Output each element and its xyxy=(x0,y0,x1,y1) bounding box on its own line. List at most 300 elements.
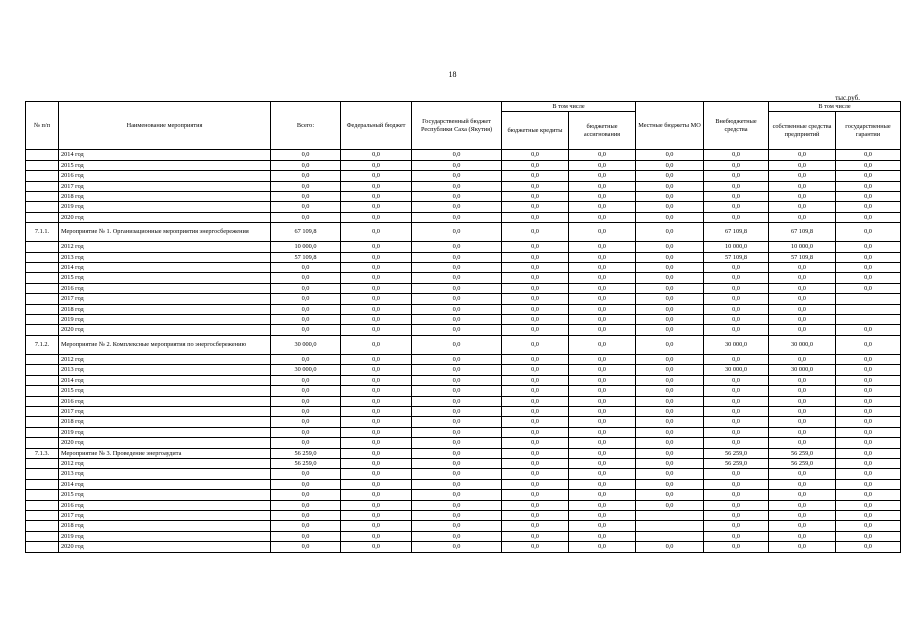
row-num-cell xyxy=(26,542,59,552)
value-cell: 0,0 xyxy=(636,386,704,396)
value-cell: 0,0 xyxy=(412,212,502,222)
value-cell: 0,0 xyxy=(769,521,836,531)
value-cell: 0,0 xyxy=(502,386,569,396)
row-num-cell xyxy=(26,490,59,500)
value-cell: 30 000,0 xyxy=(704,335,769,354)
value-cell: 0,0 xyxy=(412,448,502,458)
value-cell: 0,0 xyxy=(836,448,901,458)
value-cell: 0,0 xyxy=(412,273,502,283)
value-cell: 0,0 xyxy=(569,479,636,489)
value-cell: 0,0 xyxy=(502,263,569,273)
value-cell: 0,0 xyxy=(412,263,502,273)
year-row xyxy=(26,458,901,468)
value-cell: 0,0 xyxy=(636,500,704,510)
year-row xyxy=(26,150,901,160)
year-row xyxy=(26,252,901,262)
value-cell: 10 000,0 xyxy=(271,242,341,252)
year-row xyxy=(26,375,901,385)
value-cell: 0,0 xyxy=(271,438,341,448)
value-cell: 0,0 xyxy=(769,531,836,541)
value-cell: 0,0 xyxy=(836,521,901,531)
value-cell: 0,0 xyxy=(341,252,412,262)
value-cell: 0,0 xyxy=(271,510,341,520)
value-cell: 0,0 xyxy=(271,406,341,416)
row-num-cell xyxy=(26,375,59,385)
value-cell: 0,0 xyxy=(769,283,836,293)
value-cell: 0,0 xyxy=(569,263,636,273)
value-cell: 0,0 xyxy=(502,448,569,458)
value-cell: 0,0 xyxy=(636,458,704,468)
value-cell: 0,0 xyxy=(271,521,341,531)
value-cell: 0,0 xyxy=(341,181,412,191)
value-cell: 0,0 xyxy=(502,171,569,181)
value-cell: 0,0 xyxy=(636,263,704,273)
value-cell: 56 259,0 xyxy=(271,448,341,458)
year-row xyxy=(26,521,901,531)
value-cell: 0,0 xyxy=(836,171,901,181)
value-cell: 0,0 xyxy=(704,479,769,489)
row-name-cell: 2015 год xyxy=(59,490,271,500)
year-row xyxy=(26,365,901,375)
value-cell: 0,0 xyxy=(704,521,769,531)
value-cell: 0,0 xyxy=(341,386,412,396)
value-cell: 0,0 xyxy=(836,335,901,354)
row-name-cell: 2016 год xyxy=(59,171,271,181)
value-cell: 0,0 xyxy=(502,335,569,354)
value-cell: 0,0 xyxy=(769,315,836,325)
value-cell: 0,0 xyxy=(271,354,341,364)
row-num-cell xyxy=(26,294,59,304)
row-name-cell: 2016 год xyxy=(59,500,271,510)
value-cell: 0,0 xyxy=(636,396,704,406)
year-row xyxy=(26,531,901,541)
value-cell: 0,0 xyxy=(636,315,704,325)
header-including-1: В том числе xyxy=(502,102,636,112)
year-row xyxy=(26,192,901,202)
year-row xyxy=(26,386,901,396)
value-cell: 0,0 xyxy=(836,542,901,552)
activity-row xyxy=(26,448,901,458)
value-cell: 0,0 xyxy=(569,160,636,170)
value-cell: 0,0 xyxy=(704,171,769,181)
year-row xyxy=(26,212,901,222)
value-cell: 0,0 xyxy=(412,181,502,191)
value-cell: 0,0 xyxy=(341,510,412,520)
year-row xyxy=(26,325,901,335)
row-name-cell: 2018 год xyxy=(59,521,271,531)
value-cell: 67 109,8 xyxy=(271,223,341,242)
year-row xyxy=(26,304,901,314)
row-name-cell: 2016 год xyxy=(59,396,271,406)
value-cell: 0,0 xyxy=(769,490,836,500)
year-row xyxy=(26,202,901,212)
row-num-cell xyxy=(26,263,59,273)
year-row xyxy=(26,510,901,520)
value-cell: 0,0 xyxy=(271,542,341,552)
value-cell: 0,0 xyxy=(636,304,704,314)
value-cell: 0,0 xyxy=(271,202,341,212)
value-cell: 0,0 xyxy=(704,531,769,541)
value-cell: 0,0 xyxy=(271,294,341,304)
header-budget-credits: бюджетные кредиты xyxy=(502,112,569,150)
value-cell: 0,0 xyxy=(704,181,769,191)
value-cell xyxy=(636,521,704,531)
value-cell: 0,0 xyxy=(704,263,769,273)
value-cell: 0,0 xyxy=(569,273,636,283)
year-row xyxy=(26,283,901,293)
row-num-cell xyxy=(26,531,59,541)
value-cell: 0,0 xyxy=(502,469,569,479)
row-name-cell: 2014 год xyxy=(59,375,271,385)
row-name-cell: 2019 год xyxy=(59,427,271,437)
row-num-cell xyxy=(26,406,59,416)
value-cell: 0,0 xyxy=(636,354,704,364)
value-cell: 0,0 xyxy=(569,192,636,202)
value-cell: 0,0 xyxy=(412,510,502,520)
value-cell: 56 259,0 xyxy=(271,458,341,468)
value-cell: 0,0 xyxy=(569,510,636,520)
row-name-cell: 2015 год xyxy=(59,386,271,396)
row-name-cell: 2019 год xyxy=(59,531,271,541)
value-cell: 0,0 xyxy=(271,315,341,325)
value-cell: 0,0 xyxy=(836,490,901,500)
value-cell: 0,0 xyxy=(569,181,636,191)
value-cell: 0,0 xyxy=(769,375,836,385)
value-cell: 0,0 xyxy=(769,263,836,273)
value-cell: 0,0 xyxy=(502,160,569,170)
value-cell: 0,0 xyxy=(636,479,704,489)
value-cell: 0,0 xyxy=(271,304,341,314)
row-name-cell: 2014 год xyxy=(59,479,271,489)
row-num-cell xyxy=(26,252,59,262)
value-cell xyxy=(836,304,901,314)
value-cell: 0,0 xyxy=(769,150,836,160)
row-num-cell xyxy=(26,386,59,396)
year-row xyxy=(26,396,901,406)
value-cell: 0,0 xyxy=(412,335,502,354)
row-num-cell xyxy=(26,283,59,293)
value-cell: 0,0 xyxy=(569,531,636,541)
value-cell: 0,0 xyxy=(769,386,836,396)
value-cell: 0,0 xyxy=(569,283,636,293)
row-num-cell xyxy=(26,202,59,212)
value-cell: 0,0 xyxy=(271,192,341,202)
value-cell: 0,0 xyxy=(704,160,769,170)
value-cell: 0,0 xyxy=(502,521,569,531)
value-cell: 0,0 xyxy=(704,315,769,325)
value-cell: 0,0 xyxy=(836,406,901,416)
value-cell: 0,0 xyxy=(769,406,836,416)
value-cell: 0,0 xyxy=(271,396,341,406)
value-cell: 0,0 xyxy=(704,396,769,406)
value-cell: 0,0 xyxy=(704,417,769,427)
value-cell: 0,0 xyxy=(636,375,704,385)
value-cell: 0,0 xyxy=(769,212,836,222)
value-cell: 0,0 xyxy=(769,354,836,364)
value-cell: 0,0 xyxy=(271,375,341,385)
value-cell: 0,0 xyxy=(769,160,836,170)
value-cell: 0,0 xyxy=(412,521,502,531)
value-cell: 0,0 xyxy=(836,375,901,385)
value-cell: 0,0 xyxy=(502,542,569,552)
table-body xyxy=(26,150,901,552)
value-cell: 0,0 xyxy=(836,212,901,222)
value-cell: 0,0 xyxy=(412,406,502,416)
row-num-cell xyxy=(26,212,59,222)
value-cell: 10 000,0 xyxy=(769,242,836,252)
value-cell: 0,0 xyxy=(412,160,502,170)
year-row xyxy=(26,242,901,252)
value-cell: 67 109,8 xyxy=(704,223,769,242)
value-cell: 0,0 xyxy=(569,202,636,212)
value-cell: 0,0 xyxy=(836,202,901,212)
value-cell: 0,0 xyxy=(569,490,636,500)
row-num-cell xyxy=(26,304,59,314)
row-num-cell xyxy=(26,315,59,325)
value-cell: 0,0 xyxy=(412,396,502,406)
value-cell: 0,0 xyxy=(704,427,769,437)
value-cell: 0,0 xyxy=(636,542,704,552)
value-cell: 0,0 xyxy=(412,202,502,212)
value-cell: 0,0 xyxy=(704,325,769,335)
value-cell xyxy=(836,294,901,304)
value-cell: 0,0 xyxy=(341,406,412,416)
value-cell: 0,0 xyxy=(412,438,502,448)
value-cell: 0,0 xyxy=(502,438,569,448)
value-cell: 0,0 xyxy=(502,304,569,314)
row-name-cell: 2019 год xyxy=(59,202,271,212)
value-cell: 0,0 xyxy=(636,212,704,222)
header-state-guarantees: государственные гарантии xyxy=(836,112,901,150)
value-cell: 0,0 xyxy=(636,242,704,252)
value-cell: 0,0 xyxy=(502,181,569,191)
value-cell: 0,0 xyxy=(569,325,636,335)
row-name-cell: 2016 год xyxy=(59,283,271,293)
value-cell: 0,0 xyxy=(569,427,636,437)
value-cell: 0,0 xyxy=(502,242,569,252)
value-cell: 0,0 xyxy=(769,171,836,181)
row-num-cell xyxy=(26,325,59,335)
value-cell xyxy=(836,315,901,325)
value-cell: 0,0 xyxy=(704,438,769,448)
value-cell: 0,0 xyxy=(636,192,704,202)
value-cell: 30 000,0 xyxy=(769,365,836,375)
year-row xyxy=(26,427,901,437)
value-cell: 0,0 xyxy=(341,365,412,375)
value-cell: 0,0 xyxy=(271,479,341,489)
year-row xyxy=(26,273,901,283)
value-cell: 0,0 xyxy=(569,438,636,448)
row-name-cell: 2013 год xyxy=(59,252,271,262)
value-cell: 57 109,8 xyxy=(704,252,769,262)
value-cell: 0,0 xyxy=(341,223,412,242)
value-cell: 0,0 xyxy=(412,542,502,552)
value-cell: 0,0 xyxy=(341,160,412,170)
value-cell: 0,0 xyxy=(412,365,502,375)
value-cell: 0,0 xyxy=(341,448,412,458)
value-cell: 0,0 xyxy=(271,283,341,293)
value-cell: 0,0 xyxy=(341,479,412,489)
year-row xyxy=(26,490,901,500)
value-cell: 0,0 xyxy=(502,396,569,406)
value-cell: 0,0 xyxy=(836,479,901,489)
value-cell: 0,0 xyxy=(569,386,636,396)
value-cell: 0,0 xyxy=(769,438,836,448)
value-cell: 0,0 xyxy=(412,417,502,427)
header-num: № п/п xyxy=(26,102,59,150)
value-cell: 0,0 xyxy=(569,469,636,479)
header-name: Наименование мероприятия xyxy=(59,102,271,150)
row-num-cell xyxy=(26,150,59,160)
value-cell: 0,0 xyxy=(502,510,569,520)
value-cell: 0,0 xyxy=(412,469,502,479)
value-cell: 0,0 xyxy=(502,192,569,202)
value-cell: 0,0 xyxy=(412,354,502,364)
value-cell: 0,0 xyxy=(412,294,502,304)
value-cell: 30 000,0 xyxy=(769,335,836,354)
value-cell: 0,0 xyxy=(769,510,836,520)
value-cell: 0,0 xyxy=(636,160,704,170)
row-name-cell: 2017 год xyxy=(59,294,271,304)
row-num-cell xyxy=(26,427,59,437)
row-name-cell: 2018 год xyxy=(59,192,271,202)
row-name-cell: 2020 год xyxy=(59,542,271,552)
value-cell: 0,0 xyxy=(271,263,341,273)
value-cell: 0,0 xyxy=(412,252,502,262)
value-cell: 0,0 xyxy=(836,283,901,293)
value-cell: 0,0 xyxy=(704,542,769,552)
value-cell: 0,0 xyxy=(836,273,901,283)
value-cell: 0,0 xyxy=(341,304,412,314)
value-cell: 0,0 xyxy=(836,160,901,170)
value-cell: 0,0 xyxy=(704,294,769,304)
value-cell: 0,0 xyxy=(569,542,636,552)
row-name-cell: 2012 год xyxy=(59,354,271,364)
value-cell: 0,0 xyxy=(502,212,569,222)
row-num-cell xyxy=(26,479,59,489)
value-cell: 0,0 xyxy=(704,202,769,212)
value-cell: 0,0 xyxy=(636,223,704,242)
value-cell: 0,0 xyxy=(769,500,836,510)
value-cell: 0,0 xyxy=(704,304,769,314)
value-cell: 0,0 xyxy=(569,252,636,262)
value-cell: 0,0 xyxy=(502,315,569,325)
value-cell: 0,0 xyxy=(704,490,769,500)
value-cell: 0,0 xyxy=(769,202,836,212)
value-cell: 0,0 xyxy=(341,469,412,479)
row-name-cell: 2012 год xyxy=(59,458,271,468)
value-cell: 0,0 xyxy=(502,427,569,437)
year-row xyxy=(26,354,901,364)
header-budget-assignments: бюджетные ассигнования xyxy=(569,112,636,150)
value-cell: 0,0 xyxy=(836,150,901,160)
activity-row xyxy=(26,335,901,354)
value-cell: 0,0 xyxy=(769,542,836,552)
value-cell: 0,0 xyxy=(271,500,341,510)
value-cell: 0,0 xyxy=(341,283,412,293)
value-cell: 30 000,0 xyxy=(271,365,341,375)
value-cell: 30 000,0 xyxy=(271,335,341,354)
value-cell: 0,0 xyxy=(636,438,704,448)
value-cell: 0,0 xyxy=(704,273,769,283)
value-cell: 0,0 xyxy=(341,521,412,531)
value-cell: 0,0 xyxy=(836,427,901,437)
budget-table xyxy=(25,101,901,553)
value-cell: 0,0 xyxy=(412,315,502,325)
value-cell: 0,0 xyxy=(341,263,412,273)
value-cell: 0,0 xyxy=(341,396,412,406)
value-cell: 0,0 xyxy=(569,417,636,427)
value-cell: 0,0 xyxy=(502,252,569,262)
value-cell: 0,0 xyxy=(341,171,412,181)
value-cell: 0,0 xyxy=(412,500,502,510)
row-name-cell: 2019 год xyxy=(59,315,271,325)
year-row xyxy=(26,315,901,325)
year-row xyxy=(26,171,901,181)
value-cell: 0,0 xyxy=(569,458,636,468)
header-state-budget: Государственный бюджет Республики Саха (Якутия) xyxy=(412,102,502,150)
value-cell: 0,0 xyxy=(836,354,901,364)
value-cell: 0,0 xyxy=(704,354,769,364)
value-cell: 0,0 xyxy=(412,242,502,252)
value-cell: 57 109,8 xyxy=(769,252,836,262)
value-cell: 0,0 xyxy=(341,212,412,222)
value-cell: 0,0 xyxy=(412,386,502,396)
value-cell: 0,0 xyxy=(769,273,836,283)
row-num-cell xyxy=(26,510,59,520)
header-total: Всего: xyxy=(271,102,341,150)
row-name-cell: 2017 год xyxy=(59,181,271,191)
value-cell: 67 109,8 xyxy=(769,223,836,242)
value-cell: 0,0 xyxy=(412,283,502,293)
value-cell: 30 000,0 xyxy=(704,365,769,375)
value-cell: 0,0 xyxy=(704,469,769,479)
row-name-cell: 2018 год xyxy=(59,304,271,314)
value-cell: 0,0 xyxy=(569,304,636,314)
value-cell: 0,0 xyxy=(412,223,502,242)
row-name-cell: 2014 год xyxy=(59,150,271,160)
year-row xyxy=(26,294,901,304)
row-name-cell: 2015 год xyxy=(59,160,271,170)
year-row xyxy=(26,542,901,552)
value-cell: 0,0 xyxy=(836,396,901,406)
value-cell: 0,0 xyxy=(636,273,704,283)
value-cell: 0,0 xyxy=(569,335,636,354)
row-num-cell: 7.1.3. xyxy=(26,448,59,458)
value-cell: 0,0 xyxy=(412,458,502,468)
year-row xyxy=(26,406,901,416)
value-cell: 56 259,0 xyxy=(769,448,836,458)
value-cell: 0,0 xyxy=(569,150,636,160)
value-cell: 0,0 xyxy=(502,202,569,212)
value-cell: 0,0 xyxy=(271,417,341,427)
value-cell: 0,0 xyxy=(341,438,412,448)
value-cell: 0,0 xyxy=(341,335,412,354)
value-cell: 0,0 xyxy=(502,325,569,335)
activity-row xyxy=(26,223,901,242)
row-num-cell xyxy=(26,521,59,531)
value-cell: 0,0 xyxy=(704,150,769,160)
value-cell xyxy=(636,531,704,541)
value-cell: 0,0 xyxy=(569,242,636,252)
value-cell: 56 259,0 xyxy=(769,458,836,468)
row-name-cell: 2015 год xyxy=(59,273,271,283)
value-cell: 0,0 xyxy=(836,510,901,520)
value-cell: 0,0 xyxy=(569,365,636,375)
units-label: тыс.руб. xyxy=(835,94,860,102)
value-cell: 0,0 xyxy=(341,417,412,427)
row-name-cell: 2018 год xyxy=(59,417,271,427)
